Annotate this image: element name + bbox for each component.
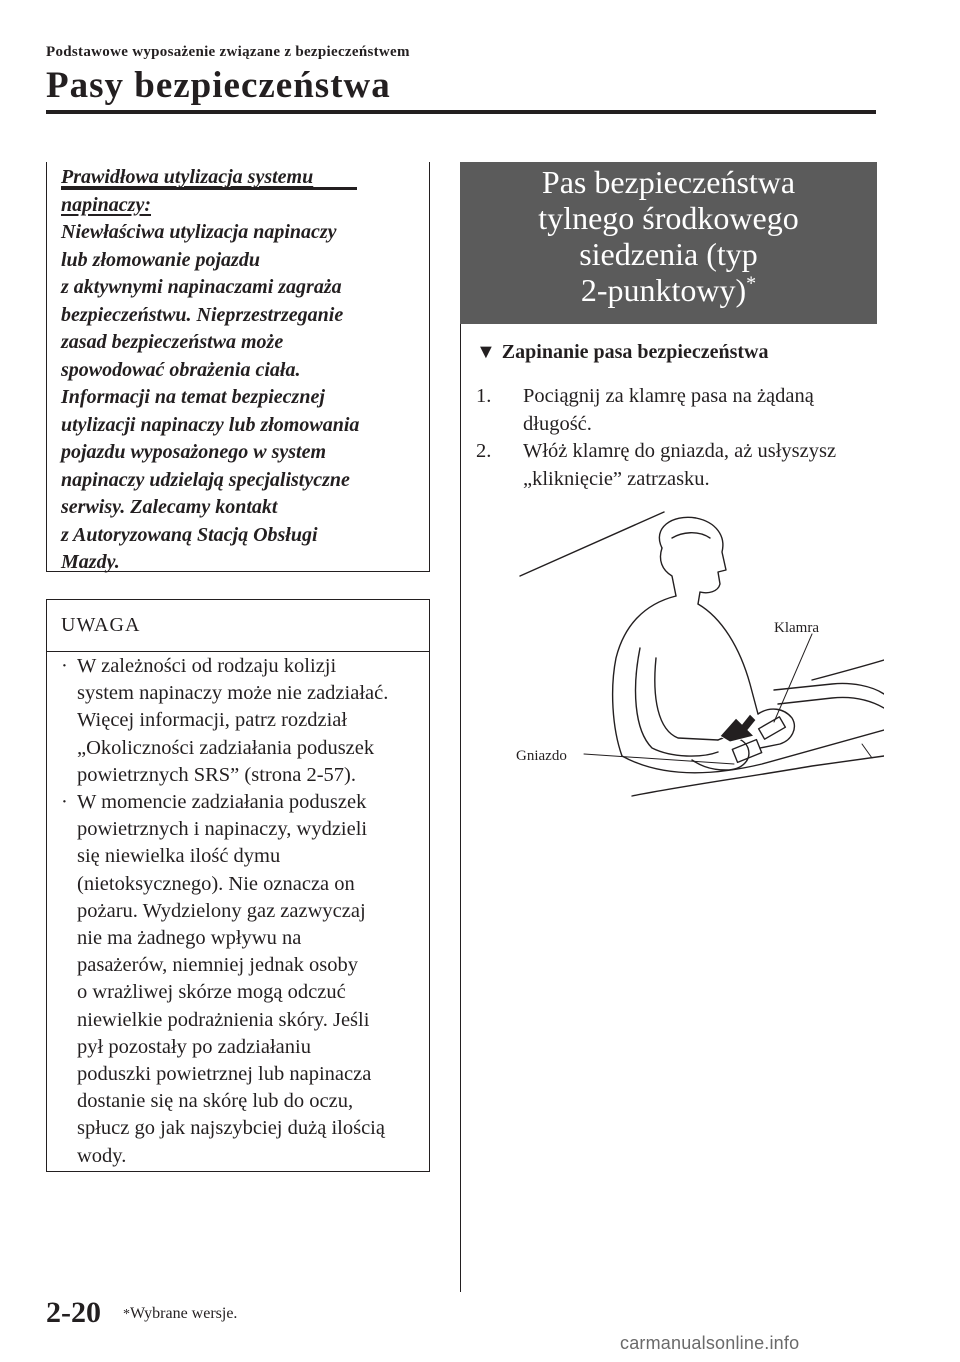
warning-body-line: spowodować obrażenia ciała. (61, 358, 301, 381)
label-klamra: Klamra (774, 620, 819, 636)
bullet-icon: · (61, 791, 68, 814)
step-number: 1. (476, 385, 492, 407)
section-heading-line: Pas bezpieczeństwa (541, 164, 796, 200)
back-outline (613, 596, 676, 756)
page-number: 2-20 (46, 1296, 101, 1329)
note-title: UWAGA (61, 614, 141, 636)
step-line: Włóż klamrę do gniazda, aż usłyszysz (523, 440, 837, 462)
note-line: system napinaczy może nie zadziałać. (77, 682, 389, 705)
section-kicker: Podstawowe wyposażenie związane z bezpieczeństwem (46, 44, 410, 60)
note-line: W zależności od rodzaju kolizji (77, 655, 337, 677)
step-line: „kliknięcie” zatrzasku. (523, 467, 710, 490)
section-heading-line: 2-punktowy) (580, 272, 747, 308)
note-line: się niewielka ilość dymu (77, 845, 281, 868)
warning-body-line: z Autoryzowaną Stacją Obsługi (61, 523, 318, 546)
column-divider (460, 162, 461, 1292)
buckle-tongue (759, 717, 786, 739)
note-line: nie ma żadnego wpływu na (77, 927, 302, 950)
head-outline (659, 517, 726, 604)
detail-line (862, 744, 872, 758)
note-line: powietrznych i napinaczy, wydzieli (77, 818, 368, 841)
warning-text (61, 164, 426, 577)
section-heading-line-last (460, 272, 877, 308)
seat-cushion-line (812, 660, 884, 680)
seat-edge-line (520, 512, 664, 576)
note-line: o wrażliwej skórze mogą odczuć (77, 981, 346, 1004)
warning-body-line: z aktywnymi napinaczami zagraża (61, 276, 342, 298)
step-item (476, 383, 876, 438)
footnote (123, 1305, 237, 1323)
note-line: dostanie się na skórę lub do oczu, (77, 1090, 354, 1113)
footnote-star: * (123, 1307, 130, 1322)
lower-hand (692, 737, 749, 770)
warning-body-line: Niewłaściwa utylizacja napinaczy (61, 221, 337, 243)
section-heading-line: tylnego środkowego (538, 200, 799, 236)
title-rule (46, 110, 876, 114)
warning-body-line: utylizacji napinaczy lub złomowania (61, 413, 360, 436)
warning-body-line: bezpieczeństwu. Nieprzestrzeganie (61, 303, 344, 326)
note-line: wody. (77, 1144, 127, 1167)
step-item (476, 438, 876, 493)
page-title: Pasy bezpieczeństwa (46, 65, 391, 106)
insert-arrow-icon (720, 714, 756, 742)
note-line: pył pozostały po zadziałaniu (77, 1035, 311, 1058)
note-line: pasażerów, niemniej jednak osoby (77, 954, 359, 977)
section-heading-line: siedzenia (typ (579, 236, 758, 272)
footnote-marker: * (746, 272, 757, 295)
arm-inner (655, 658, 718, 740)
step-number: 2. (476, 440, 492, 462)
warning-heading-line2: napinaczy: (61, 193, 151, 216)
note-header-separator (46, 651, 430, 652)
note-line: spłucz go jak najszybciej dużą ilością (77, 1117, 385, 1140)
subheading (476, 341, 768, 364)
chest-outline (698, 604, 758, 714)
steps-list (476, 383, 876, 493)
note-line: poduszki powietrznej lub napinacza (77, 1063, 372, 1086)
bullet-icon: · (61, 655, 68, 677)
note-line: pożaru. Wydzielony gaz zazwyczaj (77, 899, 366, 922)
seat-front-line (632, 756, 884, 796)
warning-body-line: Mazdy. (61, 551, 120, 573)
label-gniazdo: Gniazdo (516, 748, 567, 764)
note-line: Więcej informacji, patrz rozdział (77, 709, 348, 732)
warning-body-line: pojazdu wyposażonego w system (61, 441, 327, 463)
note-list (61, 653, 423, 1170)
note-line: powietrznych SRS” (strona 2-57). (77, 763, 356, 786)
belt-webbing (774, 683, 884, 694)
note-item (61, 653, 423, 789)
note-item (61, 789, 423, 1170)
neck-line (660, 548, 676, 596)
note-line: niewielkie podrażnienia skóry. Jeśli (77, 1008, 370, 1031)
upper-hand (758, 709, 794, 748)
section-heading (460, 164, 877, 308)
seatbelt-illustration (512, 508, 884, 808)
note-line: „Okoliczności zadziałania poduszek (77, 736, 375, 759)
hair-line (672, 533, 710, 538)
warning-body-line: lub złomowanie pojazdu (61, 248, 260, 271)
triangle-down-icon: ▼ (476, 341, 496, 363)
leader-line-klamra (774, 634, 812, 722)
watermark: carmanualsonline.info (620, 1333, 800, 1353)
belt-webbing-lower (778, 697, 884, 708)
warning-body-line: serwisy. Zalecamy kontakt (61, 496, 278, 518)
buckle-socket (732, 740, 761, 763)
warning-body-line: Informacji na temat bezpiecznej (61, 386, 325, 408)
step-line: Pociągnij za klamrę pasa na żądaną (523, 385, 814, 407)
note-line: (nietoksycznego). Nie oznacza on (77, 872, 355, 895)
step-line: długość. (523, 412, 592, 435)
footnote-text: Wybrane wersje. (130, 1305, 238, 1322)
leader-line-gniazdo (584, 754, 734, 764)
subheading-text: Zapinanie pasa bezpieczeństwa (501, 341, 769, 363)
warning-body-line: zasad bezpieczeństwa może (61, 331, 284, 353)
warning-heading-line1: Prawidłowa utylizacja systemu (61, 166, 314, 188)
warning-body-line: napinaczy udzielają specjalistyczne (61, 468, 350, 491)
note-line: W momencie zadziałania poduszek (77, 791, 367, 814)
